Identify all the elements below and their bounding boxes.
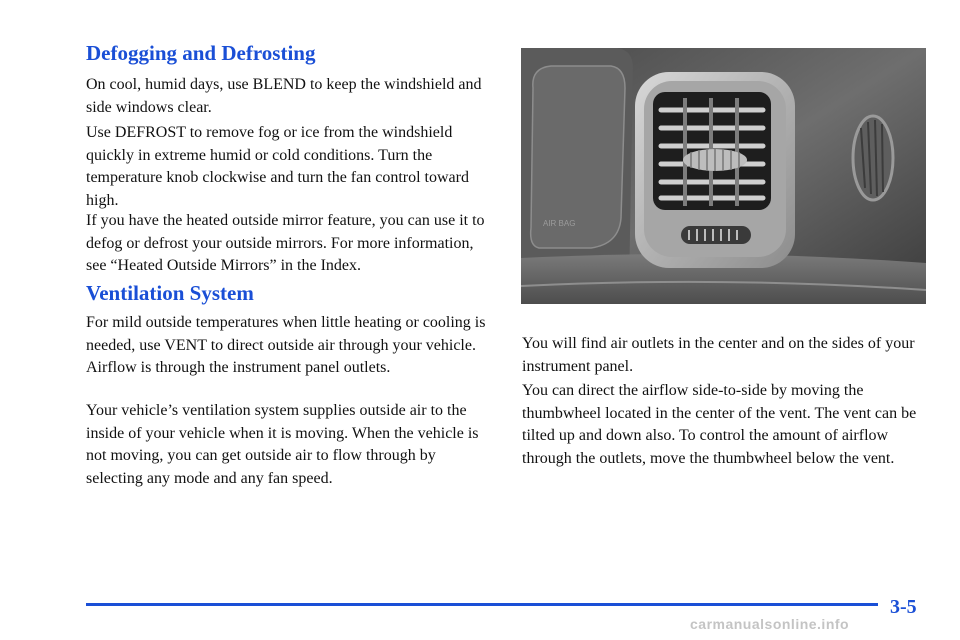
watermark: carmanualsonline.info bbox=[690, 616, 850, 632]
air-bag-label: AIR BAG bbox=[543, 219, 576, 228]
paragraph: You can direct the airflow side-to-side by moving the thumbwheel located in the center of the vent. The vent can be tilted up and down also. To control the amount of airflow through the outlets, move the thumbwheel below the vent. bbox=[522, 382, 917, 467]
section-title-defogging: Defogging and Defrosting bbox=[86, 41, 316, 65]
paragraph: If you have the heated outside mirror feature, you can use it to defog or defrost your outside mirrors. For more information, see “Heated Outside Mirrors” in the Index. bbox=[86, 212, 485, 274]
paragraph: You will find air outlets in the center and on the sides of your instrument panel. bbox=[522, 335, 915, 375]
air-vent-illustration bbox=[521, 48, 926, 304]
paragraph: Your vehicle’s ventilation system supplies outside air to the inside of your vehicle when it is moving. When the vehicle is not moving, you can get outside air to flow through by selecting any mode and any fan speed. bbox=[86, 402, 479, 487]
paragraph: On cool, humid days, use BLEND to keep the windshield and side windows clear. bbox=[86, 76, 482, 116]
footer-rule bbox=[86, 603, 878, 606]
page-number: 3-5 bbox=[890, 596, 917, 618]
section-title-ventilation: Ventilation System bbox=[86, 281, 254, 305]
air-vent-photo bbox=[521, 48, 926, 304]
paragraph: For mild outside temperatures when little heating or cooling is needed, use VENT to direct outside air through your vehicle. Airflow is through the instrument panel outlets. bbox=[86, 314, 486, 376]
paragraph: Use DEFROST to remove fog or ice from the windshield quickly in extreme humid or cold conditions. Turn the temperature knob clockwise and turn the fan control toward high. bbox=[86, 124, 469, 209]
